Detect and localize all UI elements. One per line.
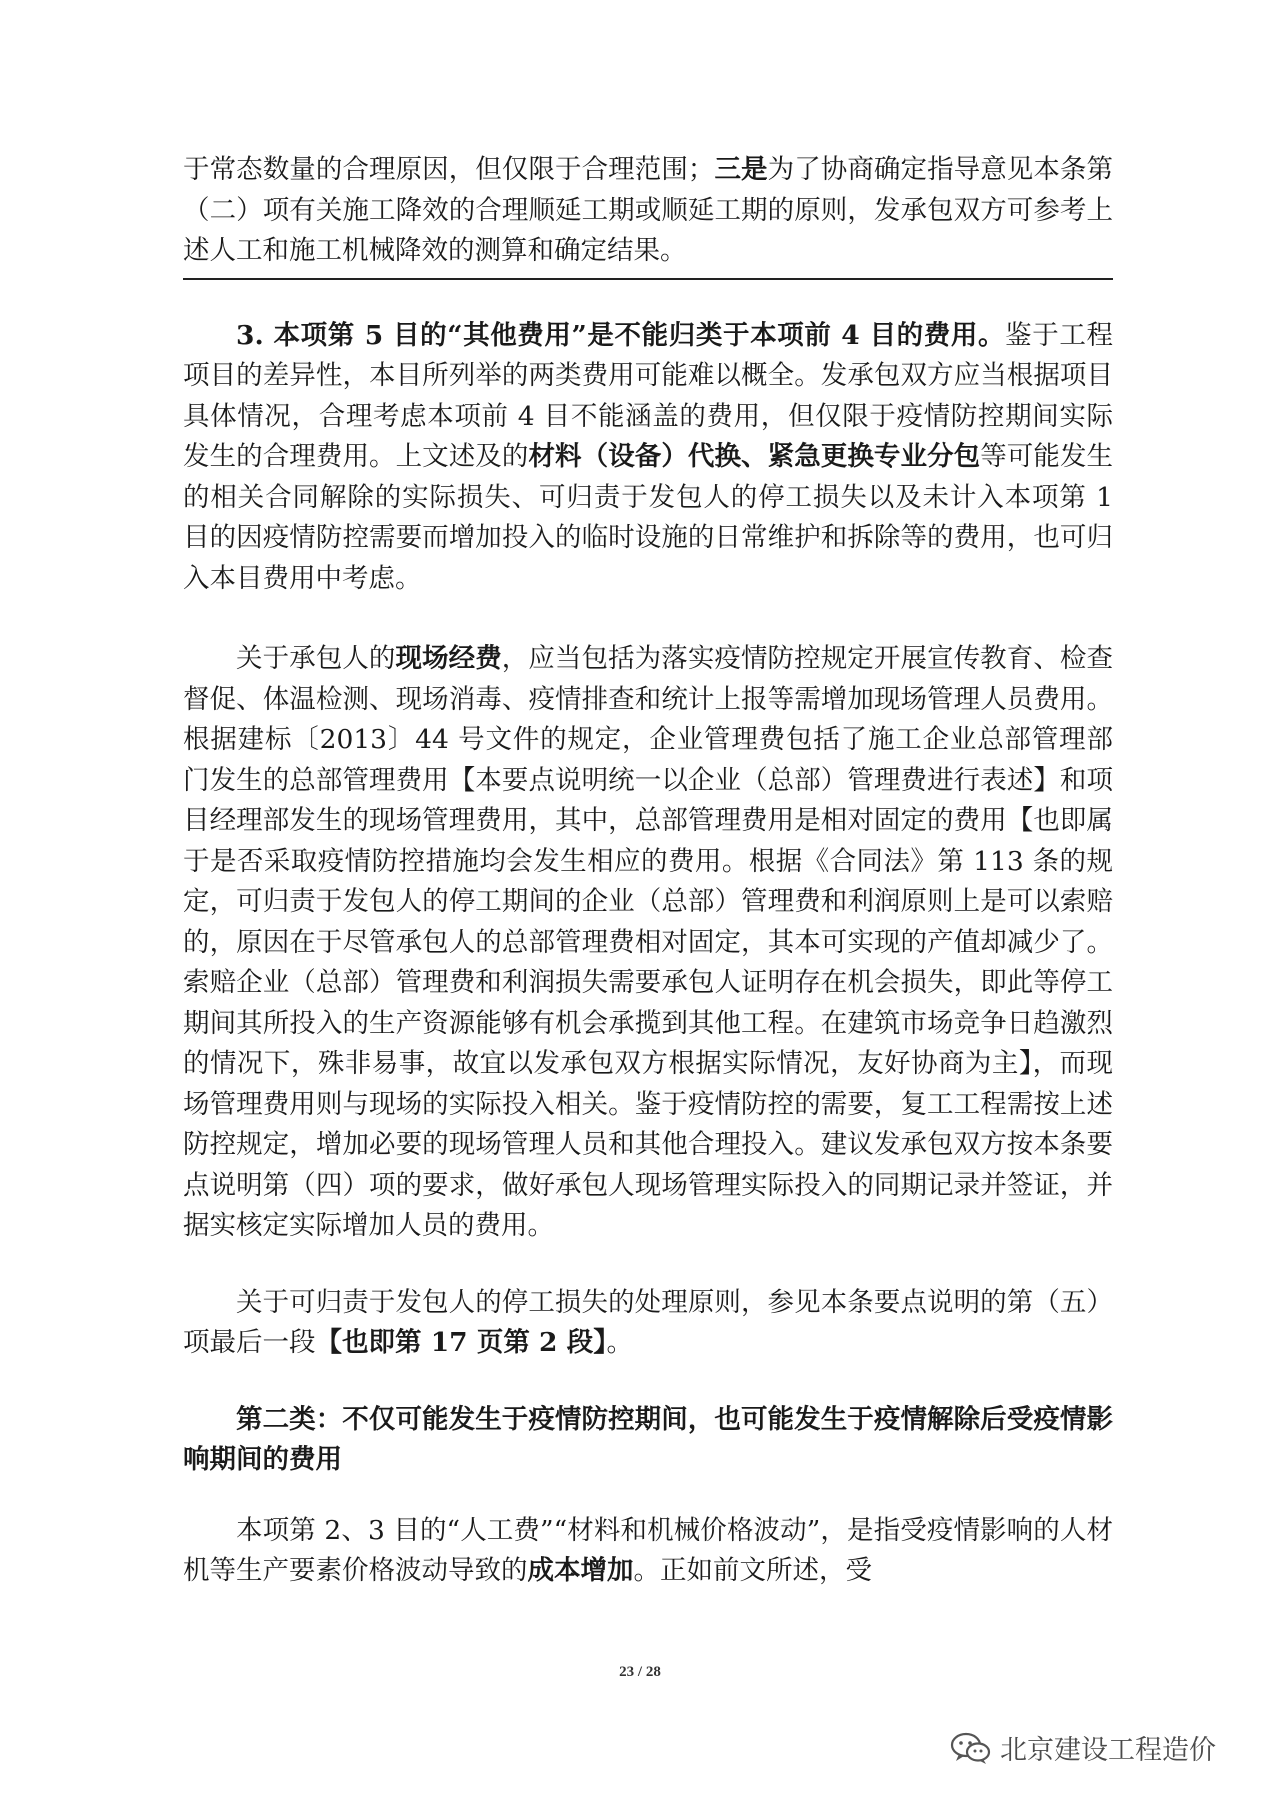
paragraph-other-costs (183, 316, 1113, 600)
paragraph-price-fluctuation-text-d: 正如前文所述，受 (660, 1555, 872, 1586)
section-heading-block (183, 1400, 1113, 1481)
paragraph-site-expenses-text-a: 关于承包人的 (236, 643, 396, 674)
watermark (950, 1728, 1216, 1767)
paragraph-stoppage-loss-reference: 【也即第 17 页第 2 段】 (315, 1327, 607, 1358)
document-body (183, 150, 1113, 1592)
continuation-text-a: 于常态数量的合理原因，但仅限于合理范围； (183, 154, 715, 185)
page-number: 23 / 28 (619, 1664, 661, 1680)
paragraph-price-fluctuation (183, 1511, 1113, 1592)
paragraph-other-costs-text-b: 鉴于工程项目的差异性，本目所列举的两类费用可能难以概全。发承包双方应当根据项目具体情况，合理考虑本项前 4 目不能涵盖的费用，但仅限于疫情防控期间实际发生的合理费用。上文述及的 (183, 319, 1114, 472)
paragraph-other-costs-lead: 3. 本项第 5 目的“其他费用”是不能归类于本项前 4 目的费用。 (236, 319, 1006, 351)
watermark-text: 北京建设工程造价 (1000, 1735, 1216, 1766)
paragraph-price-fluctuation-text-a: 本项第 2、3 目的“人工费”“材料和机械价格波动”，是指受疫情影响的人材机等生产要素价格波动导致的 (183, 1514, 1113, 1586)
continuation-paragraph (183, 150, 1113, 272)
paragraph-site-expenses (183, 639, 1113, 1247)
paragraph-stoppage-loss (183, 1283, 1113, 1364)
paragraph-price-fluctuation-emphasis: 成本增加 (527, 1555, 634, 1586)
paragraph-other-costs-text-d: 等可能发生的相关合同解除的实际损失、可归责于发包人的停工损失以及未计入本项第 1 目的因疫情防控需要而增加投入的临时设施的日常维护和拆除等的费用，也可归入本目费用中考虑。 (183, 441, 1114, 594)
continuation-emphasis: 三是 (714, 154, 768, 185)
paragraph-other-costs-emphasis: 材料（设备）代换、紧急更换专业分包 (528, 441, 981, 472)
paragraph-site-expenses-emphasis: 现场经费 (395, 643, 502, 674)
wechat-icon (950, 1731, 992, 1765)
paragraph-stoppage-loss-text-a: 关于可归责于发包人的停工损失的处理原则，参见本条要点说明的第（五）项最后一段 (183, 1286, 1113, 1358)
paragraph-stoppage-loss-text-c: 。 (606, 1327, 633, 1358)
paragraph-price-fluctuation-text-c: 。 (633, 1555, 660, 1586)
section-heading-category-two: 第二类：不仅可能发生于疫情防控期间，也可能发生于疫情解除后受疫情影响期间的费用 (183, 1403, 1113, 1475)
paragraph-site-expenses-text-c: ，应当包括为落实疫情防控规定开展宣传教育、检查督促、体温检测、现场消毒、疫情排查和统计上报等需增加现场管理人员费用。根据建标〔2013〕44 号文件的规定，企业管理费包括了施工企业总部管理部门发生的总部管理费用【本要点说明统一以企业（总部）管理费进行表述】和项目经理部发生的现场管理费用，其中，总部管理费用是相对固定的费用【也即属于是否采取疫情防控措施均会发生相应的费用。根据《合同法》第 113 条的规定，可归责于发包人的停工期间的企业（总部）管理费和利润原则上是可以索赔的，原因在于尽管承包人的总部管理费相对固定，其本可实现的产值却减少了。索赔企业（总部）管理费和利润损失需要承包人证明存在机会损失，即此等停工期间其所投入的生产资源能够有机会承揽到其他工程。在建筑市场竞争日趋激烈的情况下，殊非易事，故宜以发承包双方根据实际情况，友好协商为主】，而现场管理费用则与现场的实际投入相关。鉴于疫情防控的需要，复工工程需按上述防控规定，增加必要的现场管理人员和其他合理投入。建议发承包双方按本条要点说明第（四）项的要求，做好承包人现场管理实际投入的同期记录并签证，并据实核定实际增加人员的费用。 (183, 643, 1113, 1241)
continuation-text-c: 为了协商确定指导意见本条第（二）项有关施工降效的合理顺延工期或顺延工期的原则，发承包双方可参考上述人工和施工机械降效的测算和确定结果。 (183, 154, 1114, 266)
